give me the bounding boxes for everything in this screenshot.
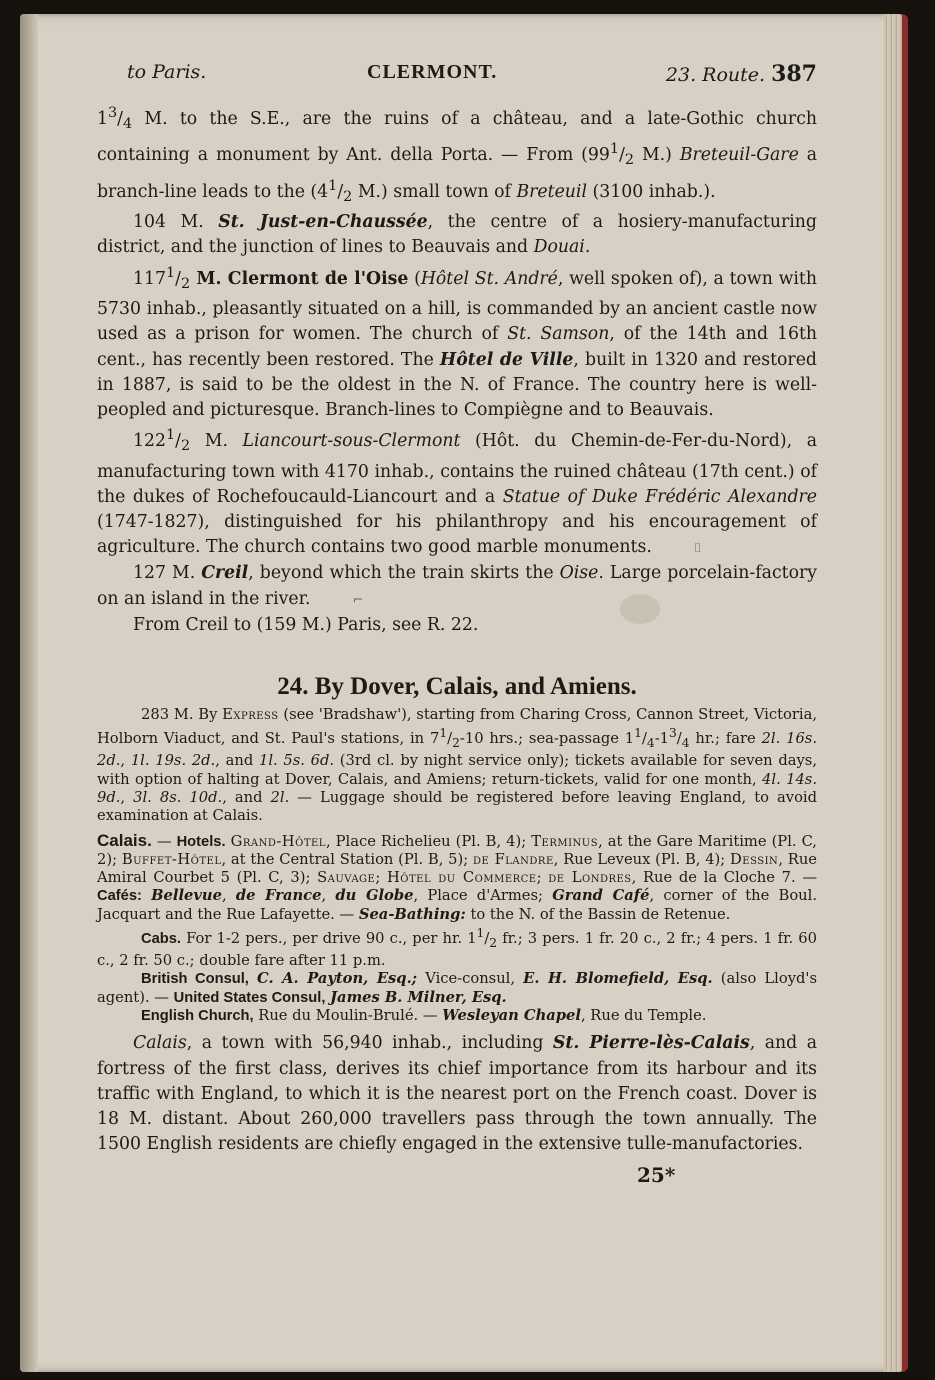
pencil-mark-icon: ⌷ (693, 541, 702, 557)
route-intro: 283 M. By Express (see 'Bradshaw'), starting from Charing Cross, Cannon Street, Victoria, Holborn Viaduct, and St. Paul's stations, in $7^1/_2-10$ hrs.; sea-passage $1^1/_4-1^3/_4$ hr.; fare 2l. 16s. 2d., 1l. 19s. 2d., and 1l. 5s. 6d. (3rd cl. by night service only); tickets available for seven days, with option of halting at Dover, Calais, and Amiens; return-tickets, valid for one month, 4l. 14s. 9d., 3l. 8s. 10d., and 2l. — Luggage should be registered before leaving England, to avoid examination at Calais. (97, 705, 818, 825)
calais-consuls: British Consul, C. A. Payton, Esq.; Vice-consul, E. H. Blomefield, Esq. (also Lloyd's agent). — United States Consul, James B. Milner, Esq. (97, 970, 817, 1006)
paragraph-breteuil: $1^3/_4$ M. to the S.E., are the ruins of a château, and a late-Gothic church containing a monument by Ant. della Porta. — From ($99^1/_2$ M.) Breteuil-Gare a branch-line leads to the ($4^1/_2$ M.) small town of Breteuil (3100 inhab.). (97, 105, 818, 206)
running-header (97, 61, 817, 91)
calais-church: English Church, Rue du Moulin-Brulé. — Wesleyan Chapel, Rue du Temple. (141, 1007, 707, 1025)
pencil-mark-icon: ⌐ (352, 592, 364, 608)
route-heading: 24. By Dover, Calais, and Amiens. (277, 672, 637, 700)
paragraph-liancourt: $122^1/_2$ M. Liancourt-sous-Clermont (Hôt. du Chemin-de-Fer-du-Nord), a manufacturing town with 4170 inhab., contains the ruined château (17th cent.) of the dukes of Rochefoucauld-Liancourt and a Statue of Duke Frédéric Alexandre (1747-1827), distinguished for his philanthropy and his encouragement of agriculture. The church contains two good marble monuments. ⌷ (97, 423, 817, 561)
book-page (20, 14, 908, 1372)
header-left: to Paris. (127, 61, 207, 83)
calais-hotels: Calais. — Hotels. Grand-Hôtel, Place Richelieu (Pl. B, 4); Terminus, at the Gare Maritime (Pl. C, 2); Buffet-Hôtel, at the Central Station (Pl. B, 5); de Flandre, Rue Leveux (Pl. B, 4); Dessin, Rue Amiral Courbet 5 (Pl. C, 3); Sauvage; Hôtel du Commerce; de Londres, Rue de la Cloche 7. — Cafés: Bellevue, de France, du Globe, Place d'Armes; Grand Café, corner of the Boul. Jacquart and the Rue Lafayette. — Sea-Bathing: to the N. of the Bassin de Retenue. (97, 830, 818, 923)
book-spine (20, 14, 38, 1372)
signature-mark: 25* (637, 1163, 676, 1188)
calais-cabs: Cabs. For 1-2 pers., per drive 90 c., per hr. $1^1/_2$ fr.; 3 pers. 1 fr. 20 c., 2 fr.; 4 pers. 1 fr. 60 c., 2 fr. 50 c.; double fare after 11 p.m. (97, 926, 817, 970)
paragraph-calais: Calais, a town with 56,940 inhab., including St. Pierre-lès-Calais, and a fortress of the first class, derives its chief importance from its harbour and its traffic with England, to which it is the nearest port on the French coast. Dover is 18 M. distant. About 260,000 travellers pass through the town annually. The 1500 English residents are chiefly engaged in the extensive tulle-manufactories. (97, 1033, 817, 1155)
route-label: 23. Route. (665, 64, 766, 86)
header-right (666, 61, 817, 87)
page-number: 387 (771, 61, 817, 87)
paragraph-from-creil: From Creil to (159 M.) Paris, see R. 22. (133, 614, 479, 635)
paragraph-st-just: 104 M. St. Just-en-Chaussée, the centre of a hosiery-manufacturing district, and the junction of lines to Beauvais and Douai. (97, 212, 817, 258)
paragraph-creil: 127 M. Creil, beyond which the train skirts the Oise. Large porcelain-factory on an island in the river. ⌐ (97, 561, 817, 612)
paragraph-clermont: $117^1/_2$ M. Clermont de l'Oise (Hôtel St. André, well spoken of), a town with 5730 inhab., pleasantly situated on a hill, is commanded by an ancient castle now used as a prison for women. The church of St. Samson, of the 14th and 16th cent., has recently been restored. The Hôtel de Ville, built in 1320 and restored in 1887, is said to be the oldest in the N. of France. The country here is well-peopled and picturesque. Branch-lines to Compiègne and to Beauvais. (97, 264, 818, 420)
header-center: CLERMONT. (367, 61, 498, 83)
text-block (97, 61, 817, 1187)
